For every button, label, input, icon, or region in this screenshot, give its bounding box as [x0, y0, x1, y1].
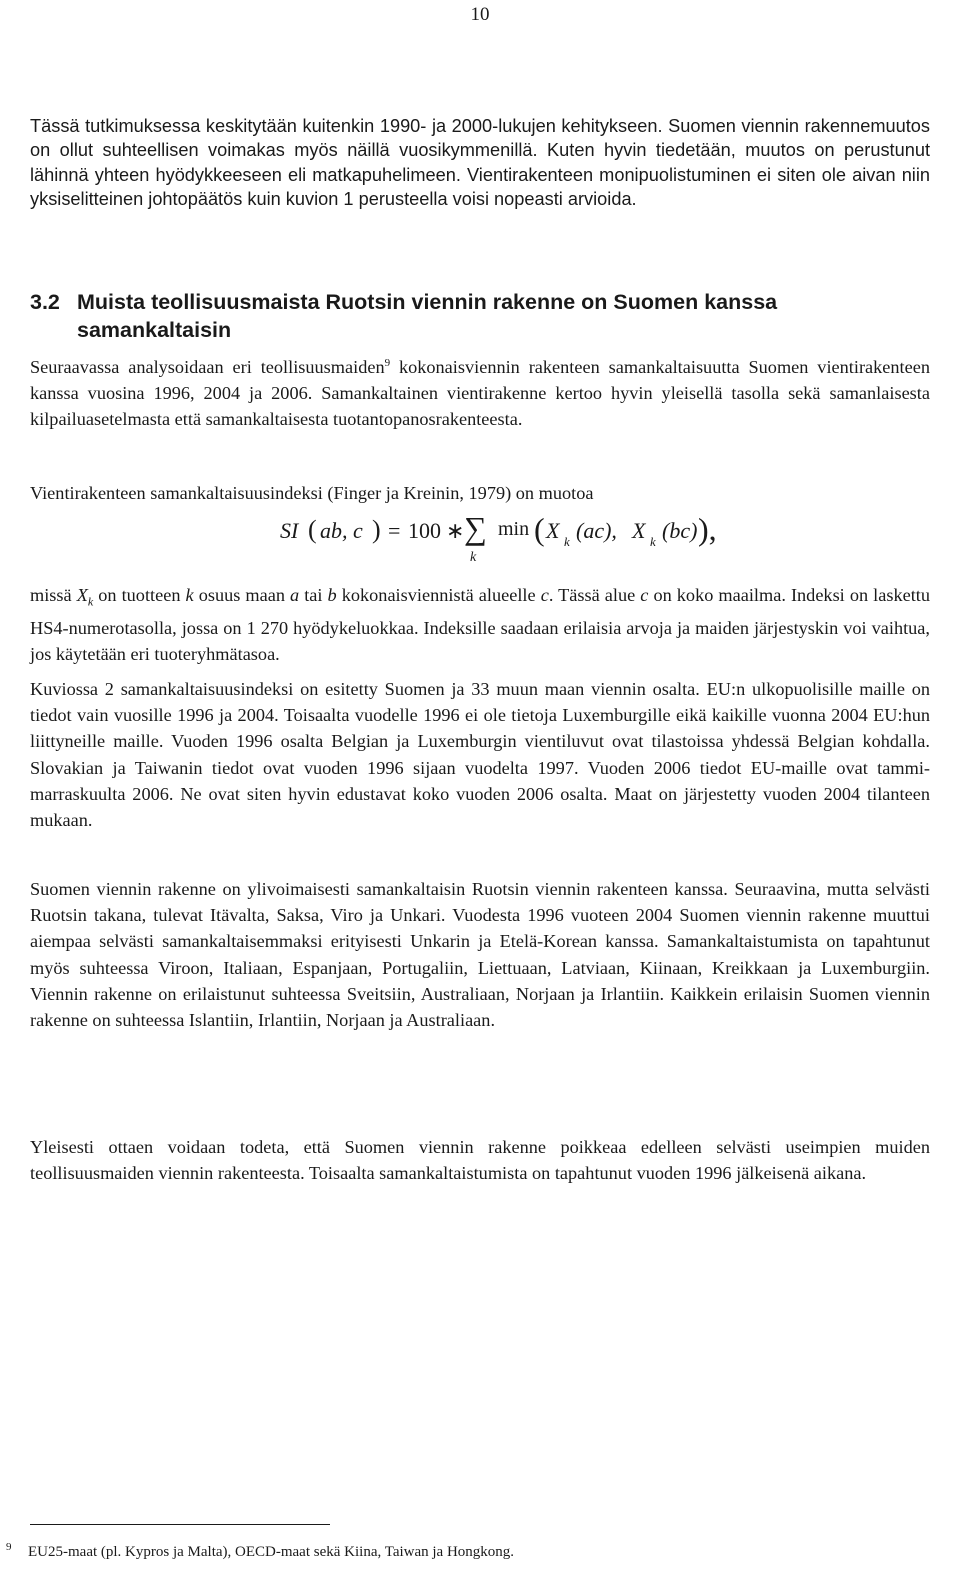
formula-sum-index: k	[470, 550, 477, 565]
footnote: 9 EU25-maat (pl. Kypros ja Malta), OECD-maat sekä Kiina, Taiwan ja Hongkong.	[6, 1541, 515, 1560]
footnote-ref-9: 9	[384, 356, 391, 369]
formula-min: min	[498, 518, 530, 540]
formula-constant: 100	[408, 518, 441, 543]
var-a: a	[290, 585, 300, 605]
var-k: k	[185, 585, 194, 605]
p1-text-before: Seuraavassa analysoidaan eri teollisuusmaiden	[30, 357, 385, 377]
formula-rparen: )	[372, 515, 381, 544]
paragraph-conclusion: Yleisesti ottaen voidaan todeta, että Suomen viennin rakenne poikkeaa edelleen selvästi useimpien muiden teollisuusmaiden viennin rakenteesta. Toisaalta samankaltaistumista on tapahtunut vuoden 1996 jälkeisenä aikana.	[30, 1137, 930, 1184]
p3-text-2: on tuotteen	[93, 585, 186, 605]
section-heading	[30, 288, 930, 344]
formula-star: ∗	[446, 518, 465, 543]
p3-text-7: on koko maailma. Indeksi on laskettu HS4-numerotasolla, jossa on 1 270 hyödykeluokkaa. Indeksille saadaan erilaisia arvoja ja maiden järjestyskin voi vaihtua, jos käytetään eri tuoteryhmätasoa.	[30, 585, 931, 665]
formula-x1-sub: k	[564, 534, 570, 549]
p3-text-6: . Tässä alue	[548, 585, 641, 605]
var-b: b	[327, 585, 337, 605]
footnote-text: EU25-maat (pl. Kypros ja Malta), OECD-maat sekä Kiina, Taiwan ja Hongkong.	[28, 1544, 515, 1560]
section-title: Muista teollisuusmaista Ruotsin viennin rakenne on Suomen kanssa samankaltaisin	[77, 290, 778, 342]
paragraph-figure-2: Kuviossa 2 samankaltaisuusindeksi on esitetty Suomen ja 33 muun maan viennin osalta. EU:n ulkopuolisille maille on tiedot vain vuosille 1996 ja 2004. Toisaalta vuodelle 1996 ei ole tietoja Luxemburgille eikä kaikille vuonna 2004 EU:hun liittyneille maille. Vuoden 1996 osalta Belgian ja Luxemburgin vientiluvut ovat tilastoissa yhdessä Belgian kohdalla. Slovakian ja Taiwanin tiedot ovat vuoden 1996 sijaan vuodelta 1997. Vuoden 2006 tiedot EU-maille ovat tammi-marraskuulta 2006. Ne ovat siten hyvin edustavat koko vuoden 2006 osalta. Maat on järjestetty vuoden 2004 tilanteen mukaan.	[30, 679, 930, 831]
footnote-divider	[30, 1524, 330, 1525]
p1-text-after: kokonaisviennin rakenteen samankaltaisuutta Suomen vientirakenteen kanssa vuosina 1996, 2004 ja 2006. Samankaltainen vientirakenne kertoo hyvin yleisellä tasolla sekä samanlaisesta kilpailuasetelmasta että samankaltaisesta tuotantopanosrakenteesta.	[30, 357, 930, 430]
formula-x2: X	[632, 518, 646, 543]
paragraph-variables	[30, 582, 930, 667]
var-c: c	[540, 585, 549, 605]
formula-equals: =	[388, 518, 401, 543]
var-x-sub: k	[87, 594, 94, 609]
p3-text-1: missä	[30, 585, 77, 605]
page-number: 10	[470, 4, 490, 25]
paragraph-similarity-intro	[30, 354, 930, 433]
p3-text-3: osuus maan	[193, 585, 291, 605]
formula-x2-sub: k	[650, 534, 656, 549]
formula-x1: X	[546, 518, 560, 543]
intro-paragraph: Tässä tutkimuksessa keskitytään kuitenkin 1990- ja 2000-lukujen kehitykseen. Suomen viennin rakennemuutos on ollut suhteellisen voimakas myös näillä vuosikymmenillä. Kuten hyvin tiedetään, muutos on perustunut lähinnä yhteen hyödykkeeseen eli matkapuhelimeen. Vientirakenteen monipuolistuminen ei siten ole aivan niin yksiselitteinen johtopäätös kuin kuvion 1 perusteella voisi nopeasti arvioida.	[30, 116, 930, 209]
formula-big-rparen: ),	[698, 511, 717, 547]
similarity-index-formula	[280, 512, 760, 572]
sigma-icon: ∑	[464, 510, 487, 546]
var-x: X	[76, 585, 88, 605]
formula-args: ab, c	[320, 518, 363, 543]
var-c-2: c	[640, 585, 649, 605]
paragraph-sweden-similarity: Suomen viennin rakenne on ylivoimaisesti samankaltaisin Ruotsin viennin rakenteen kanssa. Seuraavina, mutta selvästi Ruotsin takana, tulevat Itävalta, Saksa, Viro ja Unkari. Vuodesta 1996 vuoteen 2004 Suomen viennin rakenne muuttui aiempaa selvästi samankaltaisemmaksi erityisesti Unkarin ja Etelä-Korean kanssa. Samankaltaistumista on tapahtunut myös suhteessa Viroon, Italiaan, Espanjaan, Portugaliin, Liettuaan, Latviaan, Kiinaan, Kreikkaan ja Luxemburgiin. Viennin rakenne on erilaistunut suhteessa Sveitsiin, Australiaan, Norjaan ja Irlantiin. Kaikkein erilaisin Suomen viennin rakenne on suhteessa Islantiin, Irlantiin, Norjaan ja Australiaan.	[30, 879, 930, 1031]
p3-text-4: tai	[299, 585, 328, 605]
formula-lparen: (	[308, 515, 317, 544]
formula-big-lparen: (	[534, 511, 545, 547]
p3-text-5: kokonaisviennistä alueelle	[336, 585, 541, 605]
section-number: 3.2	[30, 290, 60, 314]
formula-x2-arg: (bc)	[662, 518, 698, 543]
formula-x1-arg: (ac),	[576, 518, 617, 543]
formula-lhs: SI	[280, 518, 299, 543]
paragraph-index-intro: Vientirakenteen samankaltaisuusindeksi (Finger ja Kreinin, 1979) on muotoa	[30, 483, 594, 503]
